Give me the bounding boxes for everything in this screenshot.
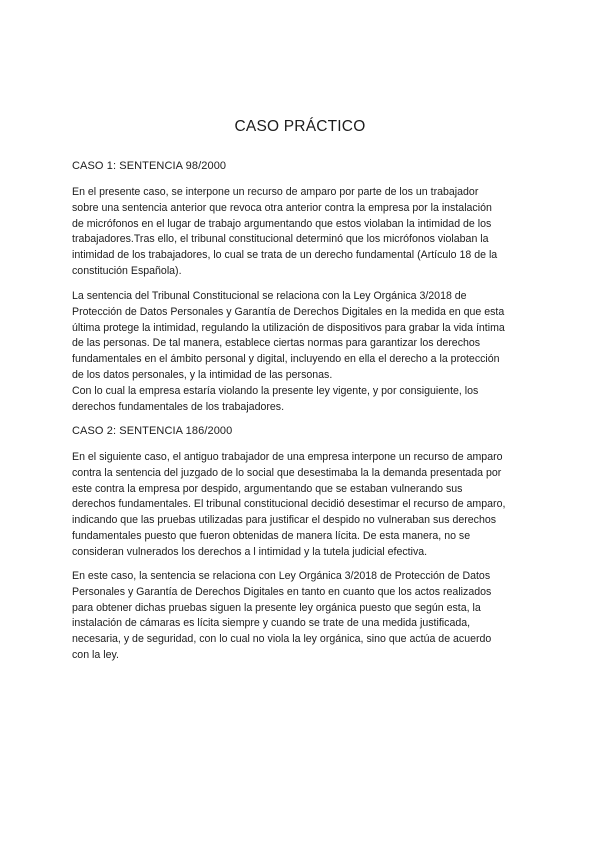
- text-line: intimidad de los trabajadores, lo cual se trata de un derecho fundamental (Artículo 18 de la: [72, 249, 498, 262]
- text-line: La sentencia del Tribunal Constitucional se relaciona con la Ley Orgánica 3/2018 de: [72, 290, 467, 302]
- text-line: En este caso, la sentencia se relaciona con Ley Orgánica 3/2018 de Protección de Datos: [72, 570, 491, 582]
- case2-paragraph-2: [72, 569, 530, 664]
- text-line: constitución Española).: [72, 264, 182, 277]
- case1-paragraph-2: [72, 289, 530, 415]
- text-line: este contra la empresa por despido, argumentando que se estaban vulnerando sus: [72, 482, 463, 495]
- text-line: derechos fundamentales. El tribunal constitucional decidió desestimar el recurso de amparo,: [72, 498, 506, 511]
- text-line: En el presente caso, se interpone un recurso de amparo por parte de los un trabajador: [72, 186, 479, 198]
- text-line: Con lo cual la empresa estaría violando la presente ley vigente, y por consiguiente, los: [72, 384, 479, 397]
- text-line: En el siguiente caso, el antiguo trabajador de una empresa interpone un recurso de amparo: [72, 451, 503, 463]
- case1-heading: CASO 1: SENTENCIA 98/2000: [72, 160, 227, 172]
- text-line: contra la sentencia del juzgado de lo social que desestimaba la la demanda presentada por: [72, 466, 502, 479]
- text-line: indicando que las pruebas utilizadas para justificar el despido no vulneraban sus derechos: [72, 514, 497, 527]
- text-line: derechos fundamentales de los trabajadores.: [72, 400, 285, 413]
- text-line: sobre una sentencia anterior que revoca otra anterior contra la empresa por la instalación: [72, 201, 492, 214]
- text-line: consideran vulnerados los derechos a l intimidad y la tutela judicial efectiva.: [72, 545, 428, 558]
- case2-heading: CASO 2: SENTENCIA 186/2000: [72, 425, 233, 437]
- text-line: de micrófonos en el lugar de trabajo argumentando que estos violaban la intimidad de los: [72, 217, 492, 230]
- text-line: última protege la intimidad, regulando la utilización de dispositivos para grabar la vida íntima: [72, 321, 505, 334]
- text-line: de las personas. De tal manera, establece ciertas normas para garantizar los derechos: [72, 337, 481, 350]
- text-line: fundamentales puesto que fueron obtenidas de manera lícita. De esta manera, no se: [72, 529, 471, 542]
- text-line: fundamentales en el ámbito personal y digital, incluyendo en ella el derecho a la protección: [72, 353, 500, 366]
- text-line: de los datos personales, y la intimidad de las personas.: [72, 368, 333, 381]
- text-line: Personales y Garantía de Derechos Digitales en tanto en cuanto que los actos realizados: [72, 585, 492, 598]
- document-title: CASO PRÁCTICO: [234, 118, 366, 135]
- text-line: para obtener dichas pruebas siguen la presente ley orgánica puesto que según esta, la: [72, 601, 481, 614]
- text-line: necesaria, y de seguridad, con lo cual no viola la ley orgánica, sino que actúa de acuerdo: [72, 633, 492, 646]
- case2-paragraph-1: [72, 450, 530, 561]
- text-line: trabajadores.Tras ello, el tribunal constitucional determinó que los micrófonos violaban la: [72, 233, 489, 246]
- text-line: con la ley.: [72, 648, 119, 661]
- text-line: Protección de Datos Personales y Garantía de Derechos Digitales en la medida en que esta: [72, 305, 505, 318]
- case1-paragraph-1: [72, 185, 530, 280]
- text-line: instalación de cámaras es lícita siempre y cuando se trate de una medida justificada,: [72, 617, 471, 630]
